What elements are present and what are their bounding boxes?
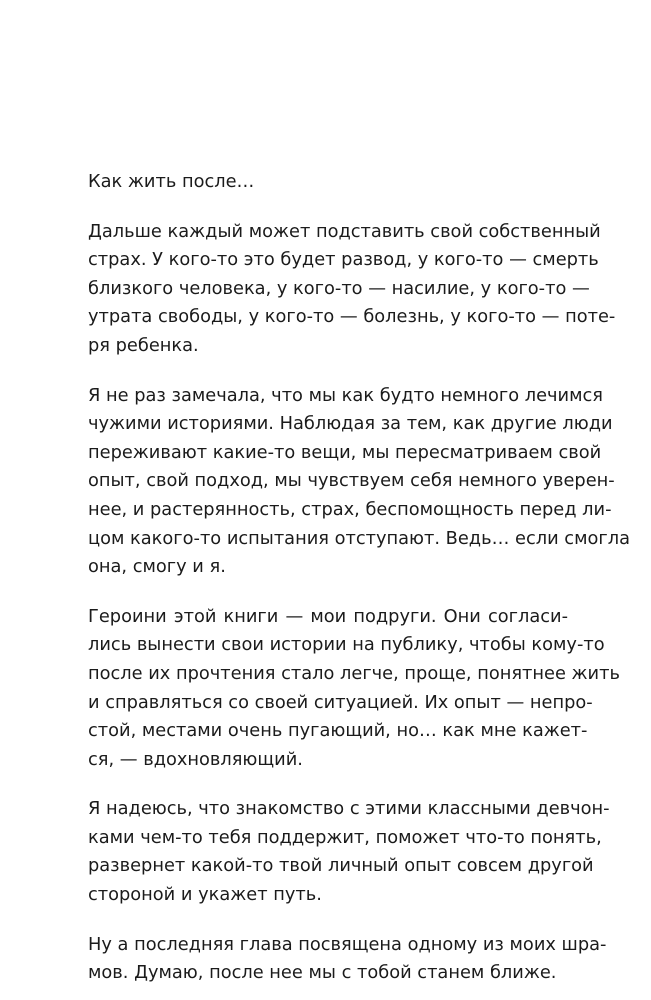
text-line: ками чем-то тебя поддержит, поможет что-то понять, <box>88 826 602 848</box>
text-line: Я не раз замечала, что мы как будто немного лечимся <box>88 384 603 406</box>
paragraph-hope <box>88 795 610 909</box>
text-line: Дальше каждый может подставить свой собственный <box>88 220 601 242</box>
text-line: Я надеюсь, что знакомство с этими классными девчон- <box>88 798 610 820</box>
text-line: нее, и растерянность, страх, беспомощность перед ли- <box>88 498 612 520</box>
text-line: переживают какие-то вещи, мы пересматриваем свой <box>88 441 602 463</box>
text-line: стороной и укажет путь. <box>88 884 322 906</box>
paragraph-last-chapter <box>88 931 607 988</box>
text-line: после их прочтения стало легче, проще, понятнее жить <box>88 662 620 684</box>
paragraph-fears <box>88 218 616 361</box>
text-line: развернет какой-то твой личный опыт совсем другой <box>88 855 594 877</box>
text-line: Как жить после… <box>88 171 255 192</box>
text-line: ря ребенка. <box>88 334 199 356</box>
text-line: и справляться со своей ситуацией. Их опыт — непро- <box>88 691 593 713</box>
text-line: ся, — вдохновляющий. <box>88 748 303 770</box>
book-page-text <box>88 168 630 988</box>
text-line: цом какого-то испытания отступают. Ведь… если смогла <box>88 527 630 549</box>
text-line: стой, местами очень пугающий, но… как мне кажет- <box>88 720 588 742</box>
paragraph-heroines <box>88 603 620 775</box>
text-line: лись вынести свои истории на публику, чтобы кому-то <box>88 634 605 656</box>
text-line: страх. У кого-то это будет развод, у кого-то — смерть <box>88 249 599 271</box>
text-line: утрата свободы, у кого-то — болезнь, у кого-то — поте- <box>88 306 616 328</box>
paragraph-intro <box>88 168 568 197</box>
paragraph-healing <box>88 382 630 582</box>
text-line: близкого человека, у кого-то — насилие, у кого-то — <box>88 277 590 299</box>
text-line: Ну а последняя глава посвящена одному из моих шра- <box>88 933 607 955</box>
text-line: чужими историями. Наблюдая за тем, как другие люди <box>88 413 613 435</box>
text-line: мов. Думаю, после нее мы с тобой станем ближе. <box>88 962 557 984</box>
text-line: опыт, свой подход, мы чувствуем себя немного уверен- <box>88 470 615 492</box>
text-line: она, смогу и я. <box>88 556 226 578</box>
text-line: Героини этой книги — мои подруги. Они согласи- <box>88 605 568 627</box>
